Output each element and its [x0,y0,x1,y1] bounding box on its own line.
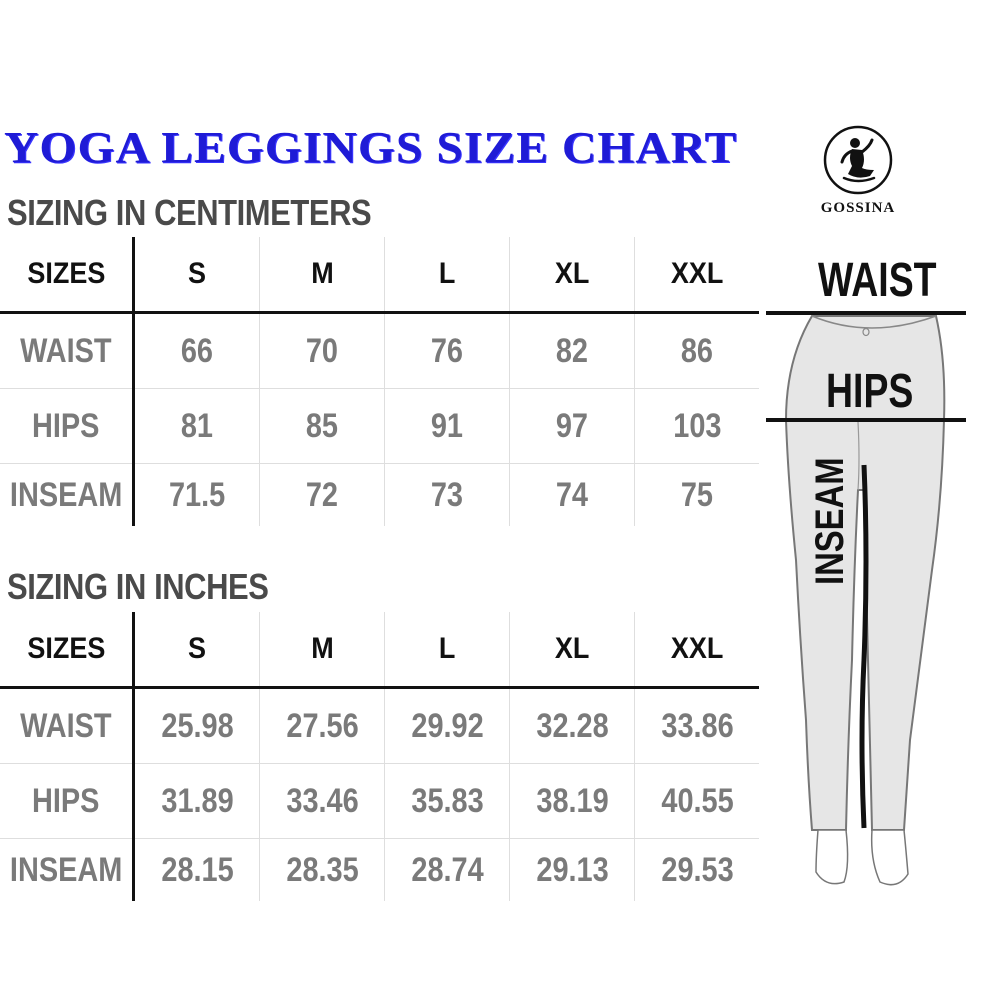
table-cell: 28.35 [260,839,385,902]
table-cell: 32.28 [510,688,635,764]
table-header-row [0,612,759,688]
table-cell: 81 [134,389,260,464]
yoga-pose-logo-icon [822,124,894,196]
header-cell: SIZES [0,612,134,688]
brand-name: GOSSINA [820,200,896,216]
leggings-diagram-icon [760,240,980,900]
table-cell: 97 [510,389,635,464]
table-cell: 82 [510,313,635,389]
header-cell: SIZES [0,237,134,313]
waist-label: WAIST [818,254,937,307]
table-header-row [0,237,759,313]
header-cell: M [260,237,385,313]
page-title: YOGA LEGGINGS SIZE CHART [4,123,738,172]
header-cell: L [385,237,510,313]
table-cell: 71.5 [134,464,260,527]
table-cell: 38.19 [510,764,635,839]
size-table-inches [0,612,759,901]
brand-logo [812,124,904,217]
table-cell: 29.13 [510,839,635,902]
header-cell: XL [510,237,635,313]
header-cell: XL [510,612,635,688]
section-heading-centimeters: SIZING IN CENTIMETERS [7,192,372,233]
table-cell: 66 [134,313,260,389]
table-cell: 40.55 [635,764,760,839]
table-row [0,764,759,839]
table-cell: 91 [385,389,510,464]
header-cell: XXL [635,237,760,313]
table-cell: 25.98 [134,688,260,764]
table-row [0,688,759,764]
table-row [0,389,759,464]
table-cell: 73 [385,464,510,527]
leggings-diagram [760,240,980,900]
header-cell: S [134,237,260,313]
table-cell: 85 [260,389,385,464]
row-label: WAIST [0,313,134,389]
table-cell: 103 [635,389,760,464]
header-cell: S [134,612,260,688]
table-cell: 31.89 [134,764,260,839]
header-cell: M [260,612,385,688]
table-cell: 72 [260,464,385,527]
table-cell: 29.53 [661,850,734,889]
table-row [0,313,759,389]
table-row [0,464,759,527]
size-table-centimeters [0,237,759,526]
header-cell: XXL [635,612,760,688]
table-cell: 70 [260,313,385,389]
table-cell: 27.56 [260,688,385,764]
row-label: INSEAM [0,464,134,527]
inseam-label: INSEAM [808,457,852,585]
row-label: INSEAM [0,839,134,902]
table-cell: 33.46 [260,764,385,839]
table-cell: 76 [385,313,510,389]
table-cell: 33.86 [635,688,760,764]
row-label: HIPS [0,764,134,839]
table-row [0,839,759,902]
table-cell: 74 [510,464,635,527]
section-heading-inches: SIZING IN INCHES [7,566,269,607]
row-label: HIPS [0,389,134,464]
table-cell: 29.92 [385,688,510,764]
table-cell: 35.83 [385,764,510,839]
header-cell: L [385,612,510,688]
hips-label: HIPS [826,365,914,418]
table-cell: 75 [681,475,714,514]
table-cell: 28.74 [385,839,510,902]
table-cell: 86 [635,313,760,389]
table-cell: 28.15 [134,839,260,902]
row-label: WAIST [0,688,134,764]
